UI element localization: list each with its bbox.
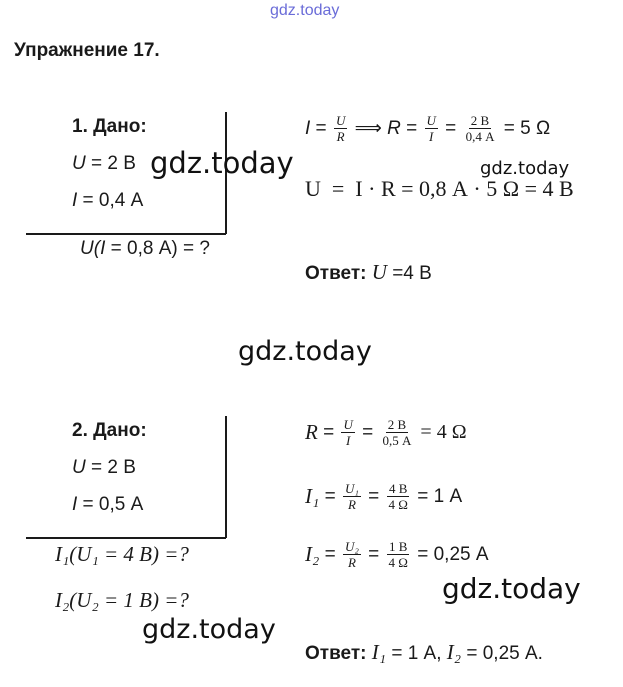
fraction-numerator: 1 В <box>389 539 408 554</box>
fraction <box>425 114 438 143</box>
ex2-given-u <box>72 457 136 479</box>
eq-sym: I₂ <box>305 542 320 566</box>
ex1-header <box>72 116 147 138</box>
eq-op: = <box>356 421 379 443</box>
ex2-dano: Дано: <box>93 420 147 441</box>
fraction-denominator: I <box>429 129 434 144</box>
eq-sym: R <box>387 117 401 139</box>
fraction-denominator: 4 Ω <box>388 497 408 512</box>
fraction-numerator: U <box>343 417 353 432</box>
eq-op: = <box>439 117 462 139</box>
header-watermark: gdz.today <box>270 2 340 19</box>
fraction-numerator: U₂ <box>344 539 359 554</box>
ex1-given-underline <box>26 233 226 235</box>
eq-result: = 0,25 А <box>411 543 489 565</box>
ex2-given-u-sym: U <box>72 457 86 478</box>
eq-op: = <box>310 117 332 139</box>
ex1-find <box>80 238 210 260</box>
eq-sym: I₁ <box>305 484 320 508</box>
ex2-number: 2. <box>72 420 88 441</box>
fraction-denominator: 0,5 А <box>382 433 412 448</box>
fraction-numerator: U₁ <box>344 481 359 496</box>
eq-op: = <box>319 543 341 565</box>
fraction-denominator: R <box>336 129 345 144</box>
ex1-number: 1. <box>72 116 88 137</box>
eq-op: = <box>317 421 340 443</box>
ex1-find-i: I <box>100 238 106 259</box>
fraction-denominator: R <box>347 497 356 512</box>
eq-op: = <box>362 543 385 565</box>
eq-result: = 5 Ω <box>498 117 551 139</box>
ex1-given-u-sym: U <box>72 153 86 174</box>
fraction-numerator: U <box>426 113 436 128</box>
answer-mid: = 1 А, <box>386 643 447 664</box>
page-title: Упражнение 17. <box>14 40 160 61</box>
ex1-answer <box>305 260 432 285</box>
ex1-given-i-sym: I <box>72 190 78 211</box>
answer-end: = 0,25 А. <box>461 643 543 664</box>
ex2-given-i-sym: I <box>72 494 78 515</box>
ex2-find-1: I₁(U₁ = 4 В) =? <box>55 542 189 566</box>
ex2-answer <box>305 640 543 665</box>
fraction-denominator: R <box>347 555 356 570</box>
fraction-numerator: 4 В <box>389 481 408 496</box>
answer-sym-i2: I₂ <box>446 640 462 664</box>
ex1-given-i <box>72 190 143 212</box>
eq-op: = <box>400 117 423 139</box>
fraction <box>387 540 410 569</box>
answer-label: Ответ: <box>305 643 367 664</box>
fraction-denominator: 4 Ω <box>388 555 408 570</box>
ex2-equation-1 <box>305 418 467 447</box>
fraction-numerator: 2 В <box>470 113 490 128</box>
ex2-given-i <box>72 494 143 516</box>
eq-result: = 1 А <box>411 485 463 507</box>
ex1-dano: Дано: <box>93 116 147 137</box>
eq-result: = 4 Ω <box>415 421 467 443</box>
fraction-denominator: 0,4 А <box>465 129 495 144</box>
ex2-equation-3 <box>305 540 489 569</box>
ex2-find-2: I₂(U₂ = 1 В) =? <box>55 588 189 612</box>
ex2-header <box>72 420 147 442</box>
ex1-given-i-val: = 0,4 А <box>77 190 144 211</box>
answer-sym-i1: I₁ <box>371 640 387 664</box>
watermark: gdz.today <box>442 572 581 605</box>
ex1-equation-1 <box>305 114 550 143</box>
ex2-given-divider <box>225 416 227 538</box>
implies-arrow: ⟹ <box>349 118 388 139</box>
fraction <box>464 114 497 143</box>
eq-op: = <box>362 485 385 507</box>
ex2-given-i-val: = 0,5 А <box>77 494 144 515</box>
ex1-given-u <box>72 153 136 175</box>
watermark: gdz.today <box>238 336 372 367</box>
answer-label: Ответ: <box>305 263 367 284</box>
answer-value: =4 В <box>386 263 432 284</box>
eq-sym: I <box>305 117 311 139</box>
answer-sym: U <box>371 260 387 284</box>
fraction <box>343 540 361 569</box>
eq-sym: R <box>305 420 318 444</box>
fraction-numerator: U <box>335 113 346 128</box>
ex2-given-u-val: = 2 В <box>85 457 136 478</box>
ex2-given-underline <box>26 537 226 539</box>
watermark: gdz.today <box>150 146 294 180</box>
ex2-equation-2 <box>305 482 462 511</box>
eq-op: = <box>319 485 341 507</box>
ex1-equation-2: U = I · R = 0,8 А · 5 Ω = 4 В <box>305 176 574 201</box>
fraction-numerator: 2 В <box>387 417 407 432</box>
fraction <box>381 418 414 447</box>
fraction <box>343 482 361 511</box>
fraction <box>387 482 410 511</box>
fraction <box>341 418 354 447</box>
ex1-find-post: = 0,8 А) = ? <box>105 238 210 259</box>
ex1-find-pre: U( <box>80 238 101 259</box>
watermark: gdz.today <box>142 614 276 645</box>
watermark: gdz.today <box>480 158 570 179</box>
ex1-given-u-val: = 2 В <box>85 153 136 174</box>
fraction-denominator: I <box>346 433 351 448</box>
fraction <box>334 114 347 143</box>
